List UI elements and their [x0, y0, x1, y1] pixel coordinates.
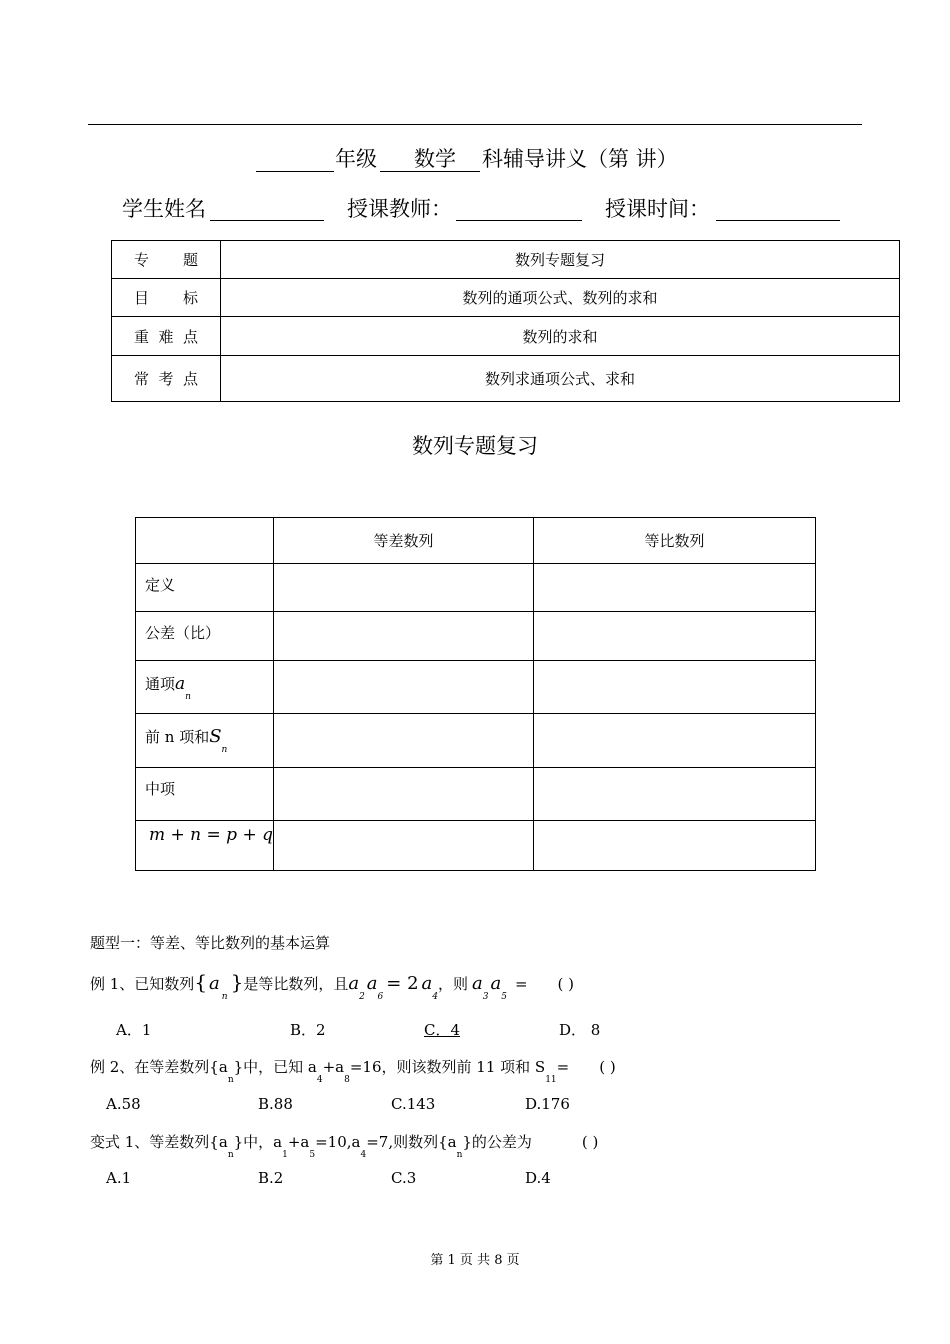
example-2: 例 2、在等差数列$\{a_n\}$中，已知 $a_4+a_8=16$，则该数列前 11 项和 $S_{11}=$ ( ) — [90, 1058, 616, 1085]
topic-label: 专 题 — [134, 251, 198, 269]
cell-input[interactable] — [534, 768, 816, 821]
var1-option-b[interactable]: B.2 — [258, 1169, 284, 1187]
cell-input[interactable] — [274, 612, 534, 661]
ex1-option-a[interactable]: A．1 — [116, 1021, 152, 1039]
difficulty-value: 数列的求和 — [221, 317, 900, 356]
section-title: 数列专题复习 — [412, 434, 538, 458]
example-1: 例 1、已知数列{ $a_n$}是等比数列，且$a_2a_6= 2$ $a_4$，则 $a_3a_5=$ ( ) — [90, 970, 575, 1002]
table-row — [136, 661, 816, 714]
var1-option-d[interactable]: D.4 — [525, 1169, 551, 1187]
row-partial-sum: 前 n 项和$S_n$ — [136, 714, 274, 768]
subject: 数学 — [414, 147, 456, 171]
var1-option-c[interactable]: C.3 — [391, 1169, 417, 1187]
question-type-title: 题型一：等差、等比数列的基本运算 — [90, 934, 331, 952]
topic-info-table — [111, 240, 900, 402]
title-rest: 科辅导讲义（第 讲） — [482, 147, 678, 171]
ex2-option-d[interactable]: D.176 — [525, 1095, 570, 1113]
table-row — [136, 821, 816, 871]
table-row — [112, 279, 900, 317]
goal-label: 目 标 — [134, 289, 198, 307]
cell-input[interactable] — [274, 661, 534, 714]
table-row — [112, 356, 900, 402]
student-name-field[interactable] — [210, 220, 324, 221]
header-arithmetic: 等差数列 — [274, 518, 534, 564]
exam-point-label: 常 考 点 — [134, 370, 198, 388]
cell-input[interactable] — [534, 661, 816, 714]
row-general-term: 通项$a_n$ — [136, 661, 274, 714]
ex1-option-d[interactable]: D． 8 — [559, 1021, 601, 1039]
time-label: 授课时间： — [605, 197, 710, 221]
student-label: 学生姓名 — [122, 197, 206, 221]
page-footer: 第 1 页 共 8 页 — [430, 1253, 520, 1268]
table-row — [136, 714, 816, 768]
table-row — [112, 241, 900, 279]
cell-input[interactable] — [274, 564, 534, 612]
teacher-field[interactable] — [456, 220, 582, 221]
row-common-difference: 公差（比） — [136, 612, 274, 661]
lecture-title — [0, 143, 950, 173]
table-row — [112, 317, 900, 356]
cell-input[interactable] — [274, 714, 534, 768]
ex2-option-b[interactable]: B.88 — [258, 1095, 293, 1113]
ex1-option-c[interactable]: C．4 — [424, 1021, 461, 1039]
compare-table — [135, 517, 816, 871]
cell-input[interactable] — [534, 714, 816, 768]
difficulty-label: 重 难 点 — [134, 327, 198, 346]
cell-input[interactable] — [274, 768, 534, 821]
row-definition: 定义 — [136, 564, 274, 612]
ex1-option-b[interactable]: B．2 — [290, 1021, 326, 1039]
var1-option-a[interactable]: A.1 — [106, 1169, 132, 1187]
ex2-option-c[interactable]: C.143 — [391, 1095, 436, 1113]
header-rule — [88, 124, 862, 125]
cell-input[interactable] — [534, 821, 816, 871]
time-field[interactable] — [716, 220, 840, 221]
ex2-option-a[interactable]: A.58 — [106, 1095, 141, 1113]
table-row — [136, 768, 816, 821]
grade-label: 年级 — [335, 147, 377, 171]
table-row — [136, 518, 816, 564]
table-row — [136, 612, 816, 661]
table-row — [136, 564, 816, 612]
goal-value: 数列的通项公式、数列的求和 — [221, 279, 900, 317]
topic-value: 数列专题复习 — [221, 241, 900, 279]
row-index-property: m + n = p + q — [136, 821, 274, 871]
header-cell-empty — [136, 518, 274, 564]
row-middle-term: 中项 — [136, 768, 274, 821]
teacher-label: 授课教师： — [347, 197, 452, 221]
cell-input[interactable] — [274, 821, 534, 871]
header-geometric: 等比数列 — [534, 518, 816, 564]
cell-input[interactable] — [534, 612, 816, 661]
variant-1: 变式 1、等差数列$\{a_n\}$中，$a_1+a_5=10,a_4=7$,则数列$\{a_n\}$的公差为 ( ) — [90, 1133, 599, 1160]
cell-input[interactable] — [534, 564, 816, 612]
grade-blank — [256, 171, 334, 172]
exam-point-value: 数列求通项公式、求和 — [221, 356, 900, 402]
